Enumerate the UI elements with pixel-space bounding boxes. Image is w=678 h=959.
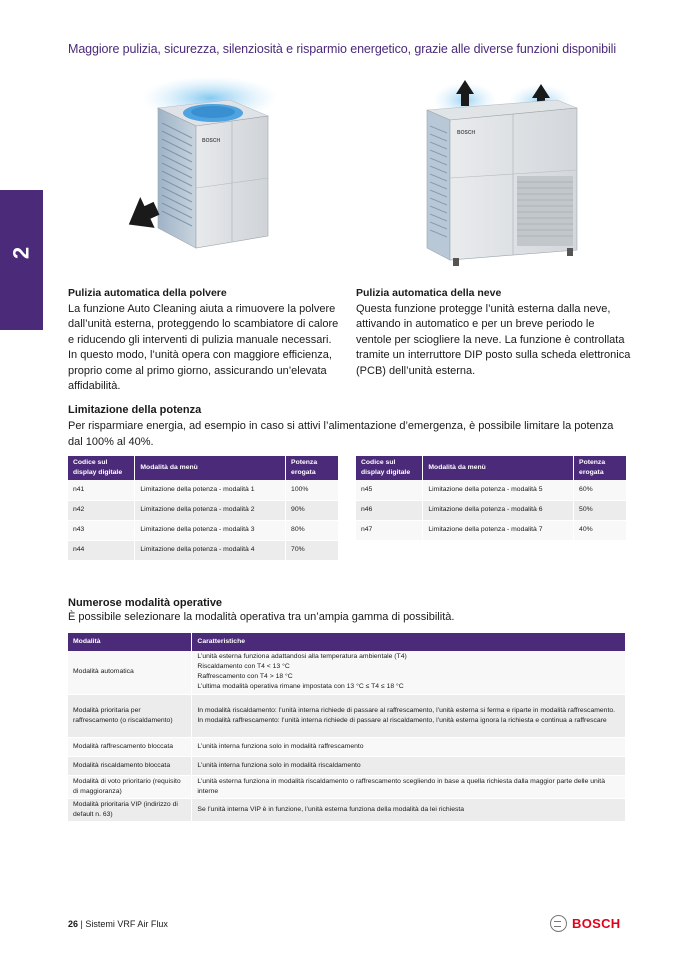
feature-dust-cleaning: [68, 286, 340, 395]
mode-description: In modalità riscaldamento: l’unità interna richiede di passare al raffrescamento, l’unità esterna si ferma e riparte in modalità raffrescamento. In modalità raffrescamento: l’unità interna richiede di passare al riscaldamento, l’unità esterna ignora la richiesta e continua a raffrescare: [192, 694, 626, 737]
mode-description: L’unità esterna funziona adattandosi alla temperatura ambientale (T4) Riscaldamento con T4 < 13 °C Raffrescamento con T4 > 18 °C L’ultima modalità operativa rimane impostata con 13 °C ≤ T4 ≤ 18 °C: [192, 651, 626, 694]
table-row: [68, 737, 626, 756]
table-cell: 60%: [574, 480, 627, 500]
column-header: Caratteristiche: [192, 633, 626, 651]
feature-title: Pulizia automatica della polvere: [68, 287, 227, 299]
column-header: Potenza erogata: [574, 456, 627, 480]
snow-cleaning-image: [405, 78, 590, 270]
modes-title: Numerose modalità operative: [68, 597, 223, 609]
power-limit-text: Per risparmiare energia, ad esempio in caso si attivi l’alimentazione d’emergenza, è possibile limitare la potenza dal 100% al 40%.: [68, 420, 614, 448]
mode-description: Se l’unità interna VIP è in funzione, l’unità esterna funziona della modalità da lei richiesta: [192, 798, 626, 821]
table-row: [68, 540, 339, 560]
page-footer: [68, 919, 168, 929]
table-cell: n46: [356, 500, 423, 520]
table-row: [356, 500, 627, 520]
modes-table: [68, 633, 626, 822]
mode-description: L’unità interna funziona solo in modalità raffrescamento: [192, 737, 626, 756]
table-row: [68, 480, 339, 500]
feature-text: La funzione Auto Cleaning aiuta a rimuovere la polvere dall’unità esterna, proteggendo lo scambiatore di calore e riducendo gli interventi di pulizia manuale necessari. In questo modo, l’unità opera con maggiore efficienza, proprio come al primo giorno, assicurando un’elevata affidabilità.: [68, 302, 339, 392]
table-cell: n41: [68, 480, 135, 500]
table-row: [68, 500, 339, 520]
mode-name: Modalità automatica: [68, 651, 192, 694]
table-row: [68, 651, 626, 694]
table-cell: n47: [356, 520, 423, 540]
mode-name: Modalità prioritaria per raffrescamento (o riscaldamento): [68, 694, 192, 737]
table-cell: n45: [356, 480, 423, 500]
power-table-left: [68, 456, 339, 561]
table-row: [356, 480, 627, 500]
feature-title: Pulizia automatica della neve: [356, 287, 502, 299]
power-limit-title: Limitazione della potenza: [68, 404, 202, 416]
table-cell: Limitazione della potenza - modalità 2: [135, 500, 286, 520]
mode-description: L’unità esterna funziona in modalità riscaldamento o raffrescamento scegliendo in base a quella richiesta dalla maggior parte delle unità interne: [192, 775, 626, 798]
column-header: Modalità: [68, 633, 192, 651]
table-row: [68, 756, 626, 775]
table-cell: Limitazione della potenza - modalità 3: [135, 520, 286, 540]
table-cell: Limitazione della potenza - modalità 4: [135, 540, 286, 560]
mode-name: Modalità di voto prioritario (requisito di maggioranza): [68, 775, 192, 798]
table-row: [356, 520, 627, 540]
footer-separator: |: [80, 919, 83, 929]
feature-snow-cleaning: [356, 286, 631, 379]
table-cell: n44: [68, 540, 135, 560]
chapter-number: 2: [8, 246, 34, 260]
svg-text:BOSCH: BOSCH: [457, 130, 476, 136]
column-header: Codice sul display digitale: [68, 456, 135, 480]
table-cell: Limitazione della potenza - modalità 1: [135, 480, 286, 500]
table-cell: 100%: [286, 480, 339, 500]
mode-name: Modalità raffrescamento bloccata: [68, 737, 192, 756]
table-cell: 40%: [574, 520, 627, 540]
table-cell: Limitazione della potenza - modalità 6: [423, 500, 574, 520]
table-cell: 80%: [286, 520, 339, 540]
table-cell: 50%: [574, 500, 627, 520]
table-cell: Limitazione della potenza - modalità 5: [423, 480, 574, 500]
modes-text: È possibile selezionare la modalità operativa tra un’ampia gamma di possibilità.: [68, 611, 455, 623]
power-table-right: [356, 456, 627, 541]
page-number: 26: [68, 919, 79, 929]
table-cell: 70%: [286, 540, 339, 560]
table-cell: 90%: [286, 500, 339, 520]
mode-name: Modalità riscaldamento bloccata: [68, 756, 192, 775]
column-header: Modalità da menù: [135, 456, 286, 480]
table-row: [68, 775, 626, 798]
table-cell: n42: [68, 500, 135, 520]
table-row: [68, 694, 626, 737]
table-cell: n43: [68, 520, 135, 540]
table-row: [68, 520, 339, 540]
table-row: [68, 798, 626, 821]
brand-name: BOSCH: [572, 916, 621, 931]
mode-name: Modalità prioritaria VIP (indirizzo di default n. 63): [68, 798, 192, 821]
svg-text:BOSCH: BOSCH: [202, 138, 221, 144]
bosch-logo: [550, 915, 620, 932]
table-cell: Limitazione della potenza - modalità 7: [423, 520, 574, 540]
dust-cleaning-image: [118, 78, 288, 260]
column-header: Potenza erogata: [286, 456, 339, 480]
column-header: Modalità da menù: [423, 456, 574, 480]
column-header: Codice sul display digitale: [356, 456, 423, 480]
mode-description: L’unità interna funziona solo in modalità riscaldamento: [192, 756, 626, 775]
bosch-armature-icon: [550, 915, 567, 932]
feature-text: Questa funzione protegge l’unità esterna dalla neve, attivando in automatico e per un breve periodo le ventole per sciogliere la neve. La funzione è controllata tramite un interruttore DIP posto sulla scheda elettronica (PCB) dell’unità esterna.: [356, 302, 631, 377]
chapter-tab: [0, 190, 43, 330]
page-headline: Maggiore pulizia, sicurezza, silenziosità e risparmio energetico, grazie alle diverse funzioni disponibili: [68, 42, 617, 56]
footer-text: Sistemi VRF Air Flux: [85, 919, 168, 929]
